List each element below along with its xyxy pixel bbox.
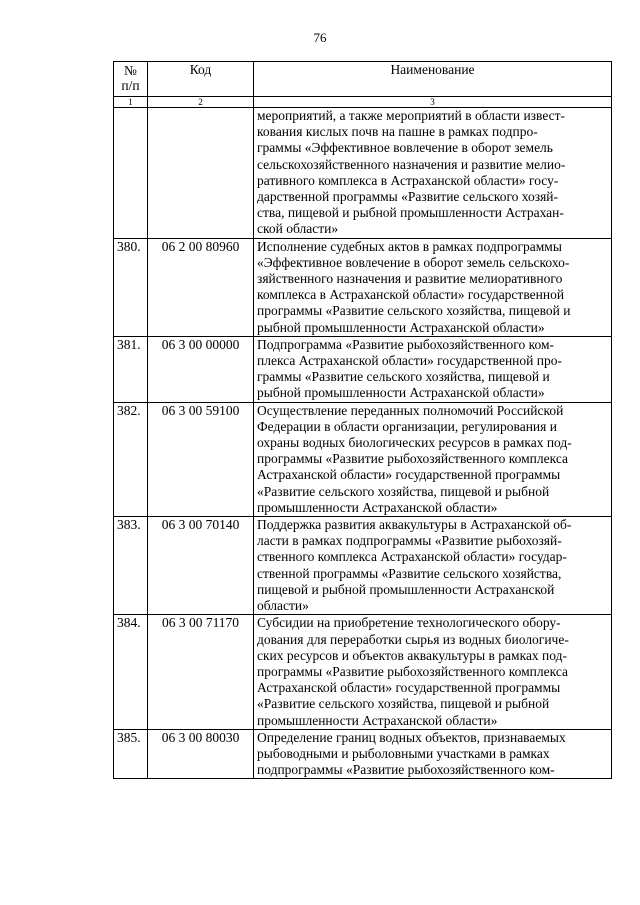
row-number xyxy=(114,108,148,239)
row-number: 380. xyxy=(114,238,148,336)
column-index-3: 3 xyxy=(254,97,612,108)
row-name-line: Исполнение судебных актов в рамках подпрограммы xyxy=(257,238,562,254)
row-number: 384. xyxy=(114,615,148,729)
row-name-line: подпрограммы «Развитие рыбохозяйственного ком- xyxy=(257,762,555,778)
column-index-2: 2 xyxy=(148,97,254,108)
header-code-cell: Код xyxy=(148,62,254,97)
row-name-line: ства, пищевой и рыбной промышленности Астрахан- xyxy=(257,205,564,221)
row-name-line: рыбной промышленности Астраханской области» xyxy=(257,319,545,335)
row-number: 381. xyxy=(114,336,148,402)
row-name xyxy=(254,108,612,239)
row-name-line: ственного комплекса Астраханской области» государ- xyxy=(257,549,567,565)
row-name-line: рыбной промышленности Астраханской области» xyxy=(257,385,545,401)
row-name-line: граммы «Развитие сельского хозяйства, пищевой и xyxy=(257,369,550,385)
row-name-line: Определение границ водных объектов, признаваемых xyxy=(257,729,566,745)
row-code: 06 3 00 80030 xyxy=(148,729,254,779)
row-code: 06 3 00 59100 xyxy=(148,402,254,516)
row-name-line: «Развитие сельского хозяйства, пищевой и рыбной xyxy=(257,696,550,712)
table-row xyxy=(114,108,612,239)
row-name-line: дарственной программы «Развитие сельского хозяй- xyxy=(257,189,559,205)
row-name-line: области» xyxy=(257,598,309,614)
header-num-bottom: п/п xyxy=(121,78,140,93)
row-name-line: Осуществление переданных полномочий Российской xyxy=(257,402,564,418)
header-name-cell: Наименование xyxy=(254,62,612,97)
row-code: 06 3 00 00000 xyxy=(148,336,254,402)
row-name-line: плекса Астраханской области» государственной про- xyxy=(257,353,562,369)
row-name xyxy=(254,729,612,779)
row-name-line: ских ресурсов и объектов аквакультуры в рамках под- xyxy=(257,647,568,663)
column-index-row xyxy=(114,97,612,108)
table-body xyxy=(114,108,612,779)
row-name-line: мероприятий, а также мероприятий в области извест- xyxy=(257,108,566,123)
row-name-line: промышленности Астраханской области» xyxy=(257,712,498,728)
row-number: 383. xyxy=(114,517,148,615)
row-name-line: комплекса в Астраханской области» государственной xyxy=(257,287,565,303)
table-row xyxy=(114,517,612,615)
row-code: 06 3 00 70140 xyxy=(148,517,254,615)
table-row xyxy=(114,336,612,402)
row-name-line: Федерации в области организации, регулирования и xyxy=(257,418,557,434)
row-name xyxy=(254,517,612,615)
row-name-line: Субсидии на приобретение технологического обору- xyxy=(257,615,561,631)
row-name-line: ративного комплекса в Астраханской области» госу- xyxy=(257,172,559,188)
row-name xyxy=(254,238,612,336)
row-name-line: граммы «Эффективное вовлечение в оборот земель xyxy=(257,140,553,156)
row-name-line: дования для переработки сырья из водных биологиче- xyxy=(257,631,569,647)
row-code: 06 2 00 80960 xyxy=(148,238,254,336)
table-row xyxy=(114,402,612,516)
row-code xyxy=(148,108,254,239)
row-code: 06 3 00 71170 xyxy=(148,615,254,729)
row-name-line: «Развитие сельского хозяйства, пищевой и рыбной xyxy=(257,483,550,499)
table-row xyxy=(114,238,612,336)
row-number: 385. xyxy=(114,729,148,779)
row-name-line: охраны водных биологических ресурсов в рамках под- xyxy=(257,435,572,451)
table-row xyxy=(114,615,612,729)
row-name-line: ской области» xyxy=(257,221,339,237)
row-name-line: программы «Развитие рыбохозяйственного комплекса xyxy=(257,451,569,467)
row-name-line: кования кислых почв на пашне в рамках подпро- xyxy=(257,124,538,140)
row-name-line: пищевой и рыбной промышленности Астраханской xyxy=(257,581,555,597)
row-name-line: сельскохозяйственного назначения и развитие мелио- xyxy=(257,156,566,172)
row-name-line: Поддержка развития аквакультуры в Астраханской об- xyxy=(257,517,572,533)
row-name-line: программы «Развитие рыбохозяйственного комплекса xyxy=(257,663,569,679)
table-header-row xyxy=(114,62,612,97)
page-number: 76 xyxy=(313,30,327,45)
row-name-line: Астраханской области» государственной программы xyxy=(257,680,561,696)
row-number: 382. xyxy=(114,402,148,516)
header-num-top: № xyxy=(124,63,137,78)
row-name-line: промышленности Астраханской области» xyxy=(257,499,498,515)
table-row xyxy=(114,729,612,779)
row-name-line: Астраханской области» государственной программы xyxy=(257,467,561,483)
row-name xyxy=(254,615,612,729)
header-num-cell xyxy=(114,62,148,97)
row-name-line: зяйственного назначения и развитие мелиоративного xyxy=(257,271,563,287)
row-name-line: программы «Развитие сельского хозяйства, пищевой и xyxy=(257,303,571,319)
column-index-1: 1 xyxy=(114,97,148,108)
row-name xyxy=(254,402,612,516)
row-name-line: ственной программы «Развитие сельского хозяйства, xyxy=(257,565,562,581)
row-name-line: Подпрограмма «Развитие рыбохозяйственного ком- xyxy=(257,336,554,352)
row-name-line: ласти в рамках подпрограммы «Развитие рыбохозяй- xyxy=(257,533,562,549)
row-name xyxy=(254,336,612,402)
registry-table xyxy=(113,61,612,779)
row-name-line: рыбоводными и рыболовными участками в рамках xyxy=(257,745,550,761)
row-name-line: «Эффективное вовлечение в оборот земель сельскохо- xyxy=(257,254,570,270)
